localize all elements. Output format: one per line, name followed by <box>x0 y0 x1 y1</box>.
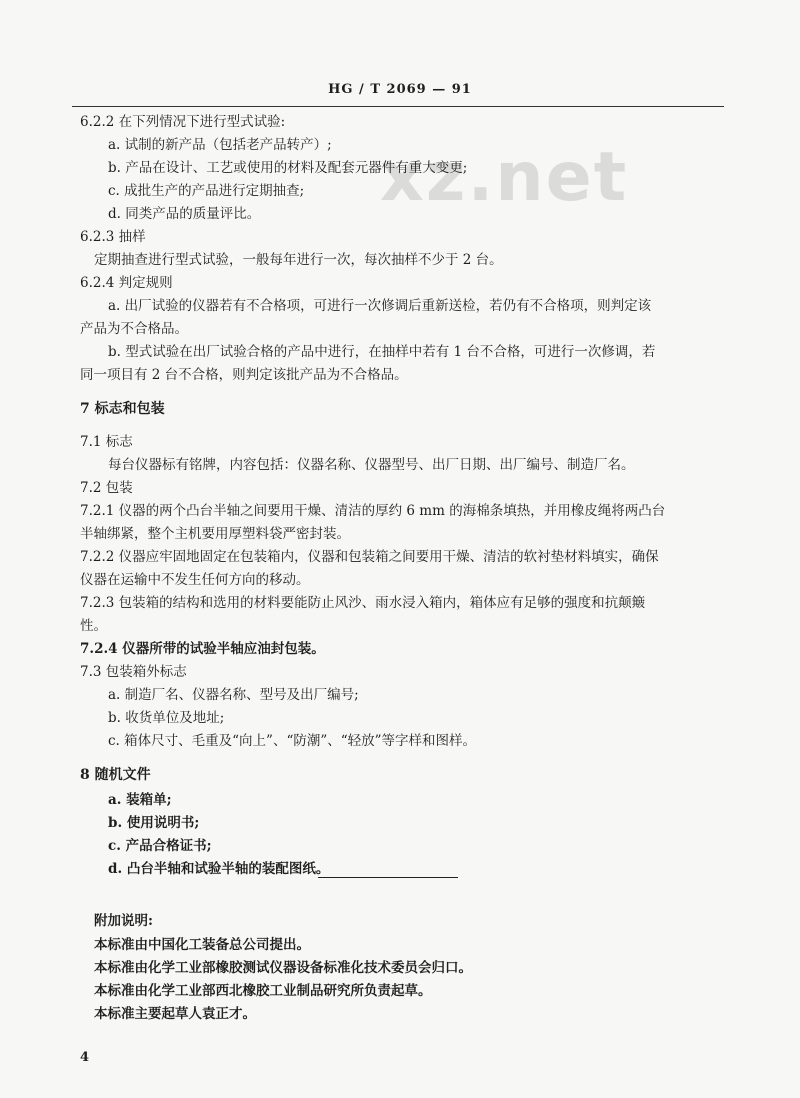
paragraph: 仪器在运输中不发生任何方向的移动。 <box>80 572 310 588</box>
annex-line: 本标准由化学工业部橡胶测试仪器设备标准化技术委员会归口。 <box>94 960 472 976</box>
clause-7-2: 7.2 包装 <box>80 480 133 496</box>
clause-6-2-3: 6.2.3 抽样 <box>80 229 146 245</box>
list-item: b. 使用说明书; <box>108 815 200 831</box>
annex-line: 本标准主要起草人袁正才。 <box>94 1006 256 1022</box>
header-rule <box>72 106 724 107</box>
list-item: d. 凸台半轴和试验半轴的装配图纸。 <box>108 861 330 877</box>
annex-line: 本标准由中国化工装备总公司提出。 <box>94 937 310 953</box>
list-item: c. 成批生产的产品进行定期抽查; <box>108 183 305 199</box>
list-item: b. 产品在设计、工艺或使用的材料及配套元器件有重大变更; <box>108 160 468 176</box>
list-item: a. 装箱单; <box>108 792 172 808</box>
clause-7-2-1: 7.2.1 仪器的两个凸台半轴之间要用干燥、清洁的厚约 6 mm 的海棉条填热，并用橡皮绳将两凸台 <box>80 503 666 519</box>
list-item: c. 产品合格证书; <box>108 838 212 854</box>
list-item: b. 收货单位及地址; <box>108 710 225 726</box>
clause-6-2-4: 6.2.4 判定规则 <box>80 275 173 291</box>
paragraph: b. 型式试验在出厂试验合格的产品中进行，在抽样中若有 1 台不合格，可进行一次修调，若 <box>108 344 656 360</box>
clause-7-1: 7.1 标志 <box>80 434 133 450</box>
clause-7-2-3: 7.2.3 包装箱的结构和选用的材料要能防止风沙、雨水浸入箱内，箱体应有足够的强度和抗颠簸 <box>80 595 646 611</box>
clause-7-2-4: 7.2.4 仪器所带的试验半轴应油封包装。 <box>80 641 325 657</box>
paragraph: 定期抽查进行型式试验，一般每年进行一次，每次抽样不少于 2 台。 <box>94 252 503 268</box>
clause-6-2-2: 6.2.2 在下列情况下进行型式试验: <box>80 114 286 130</box>
list-item: a. 制造厂名、仪器名称、型号及出厂编号; <box>108 687 359 703</box>
list-item: c. 箱体尺寸、毛重及“向上”、“防潮”、“轻放”等字样和图样。 <box>108 733 477 749</box>
paragraph: 性。 <box>80 618 107 634</box>
page-header: HG / T 2069 — 91 <box>328 82 472 97</box>
clause-7-3: 7.3 包装箱外标志 <box>80 664 187 680</box>
section-title-8: 8 随机文件 <box>80 767 151 783</box>
paragraph: 产品为不合格品。 <box>80 321 188 337</box>
paragraph: 每台仪器标有铭牌，内容包括：仪器名称、仪器型号、出厂日期、出厂编号、制造厂名。 <box>108 457 635 473</box>
watermark: xz.net <box>380 138 629 217</box>
separator-rule <box>318 877 458 878</box>
annex-line: 本标准由化学工业部西北橡胶工业制品研究所负责起草。 <box>94 983 432 999</box>
paragraph: 同一项目有 2 台不合格，则判定该批产品为不合格品。 <box>80 367 408 383</box>
section-title-7: 7 标志和包装 <box>80 401 165 417</box>
list-item: d. 同类产品的质量评比。 <box>108 206 261 222</box>
list-item: a. 试制的新产品（包括老产品转产）; <box>108 137 332 153</box>
clause-7-2-2: 7.2.2 仪器应牢固地固定在包装箱内，仪器和包装箱之间要用干燥、清洁的软衬垫材料填实，确保 <box>80 549 659 565</box>
paragraph: a. 出厂试验的仪器若有不合格项，可进行一次修调后重新送检，若仍有不合格项，则判定该 <box>108 298 652 314</box>
page-number: 4 <box>80 1050 90 1065</box>
paragraph: 半轴绑紧，整个主机要用厚塑料袋严密封装。 <box>80 526 350 542</box>
annex-title: 附加说明: <box>94 913 153 929</box>
